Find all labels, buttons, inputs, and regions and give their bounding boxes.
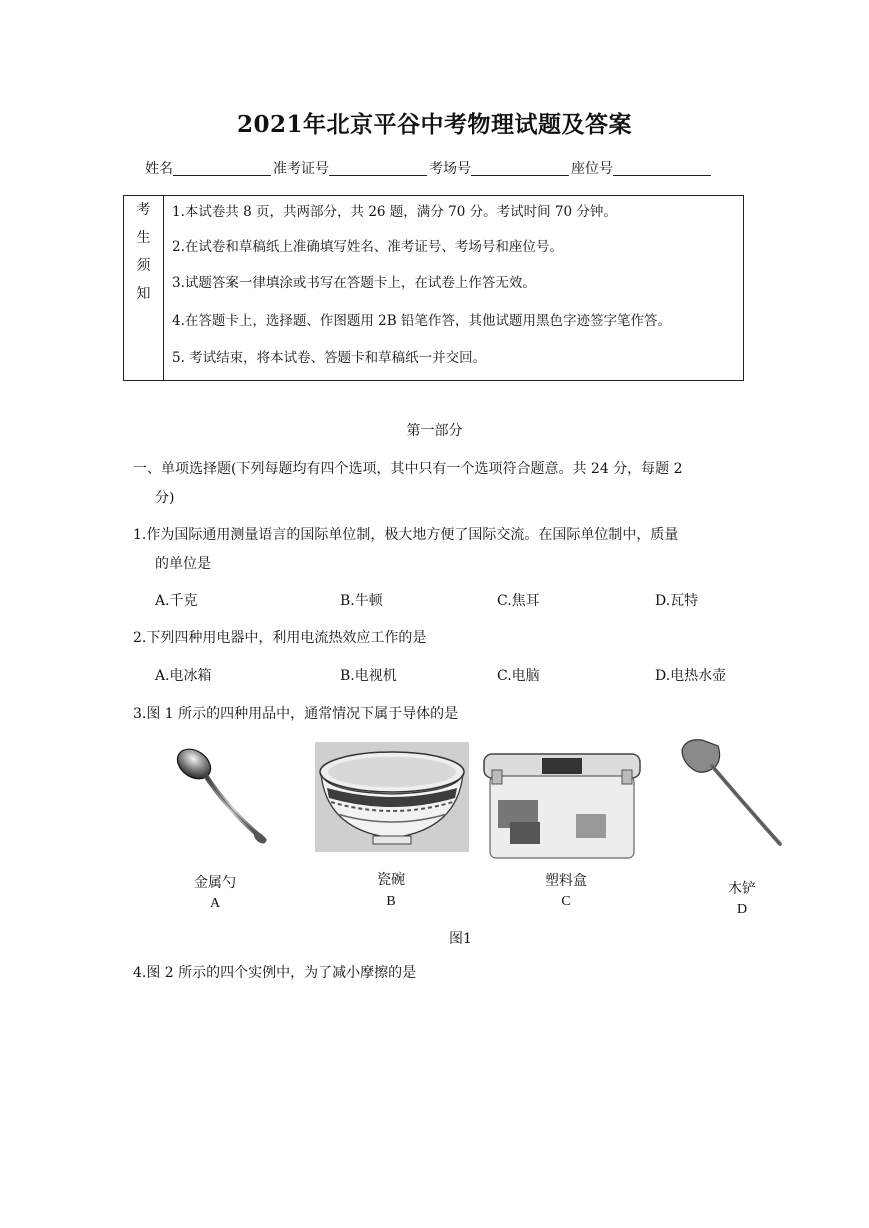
question-1-text-cont: 的单位是 bbox=[155, 556, 211, 572]
q1-option-a: A.千克 bbox=[155, 593, 198, 609]
notice-item: 5. 考试结束，将本试卷、答题卡和草稿纸一并交回。 bbox=[172, 350, 487, 366]
section-heading-cont: 分) bbox=[155, 490, 175, 506]
notice-side-char: 生 bbox=[136, 230, 151, 246]
name-blank bbox=[173, 161, 271, 176]
q1-option-d: D.瓦特 bbox=[655, 593, 699, 609]
name-label: 姓名 bbox=[145, 161, 173, 177]
question-3-text: 3.图 1 所示的四种用品中，通常情况下属于导体的是 bbox=[133, 706, 459, 722]
notice-side-char: 知 bbox=[136, 286, 151, 302]
candidate-info-line bbox=[145, 158, 713, 178]
room-blank bbox=[471, 161, 569, 176]
q2-option-d: D.电热水壶 bbox=[655, 668, 727, 684]
exam-notice-box bbox=[123, 195, 744, 381]
part-title: 第一部分 bbox=[406, 423, 463, 439]
notice-side-char: 考 bbox=[136, 202, 151, 218]
exam-id-label: 准考证号 bbox=[273, 161, 329, 177]
figure-letter-b: B bbox=[386, 894, 396, 909]
wooden-spatula-image bbox=[676, 736, 786, 850]
porcelain-bowl-image bbox=[315, 742, 469, 852]
page-title: 2021年北京平谷中考物理试题及答案 bbox=[236, 111, 632, 138]
section-heading: 一、单项选择题(下列每题均有四个选项，其中只有一个选项符合题意。共 24 分，每题 2 bbox=[133, 461, 683, 477]
notice-item: 2.在试卷和草稿纸上准确填写姓名、准考证号、考场号和座位号。 bbox=[172, 239, 563, 255]
figure-caption-b: 瓷碗 bbox=[377, 872, 405, 888]
seat-label: 座位号 bbox=[571, 161, 613, 177]
figure-caption-d: 木铲 bbox=[728, 881, 756, 897]
notice-side-label bbox=[124, 196, 164, 380]
exam-id-blank bbox=[329, 161, 427, 176]
seat-blank bbox=[613, 161, 711, 176]
q2-option-c: C.电脑 bbox=[497, 668, 540, 684]
notice-side-char: 须 bbox=[136, 258, 151, 274]
figure-letter-a: A bbox=[209, 896, 221, 911]
question-4-text: 4.图 2 所示的四个实例中，为了减小摩擦的是 bbox=[133, 965, 417, 981]
room-label: 考场号 bbox=[429, 161, 471, 177]
notice-item: 4.在答题卡上，选择题、作图题用 2B 铅笔作答，其他试题用黑色字迹签字笔作答。 bbox=[172, 313, 671, 329]
q2-option-b: B.电视机 bbox=[340, 668, 397, 684]
metal-spoon-image bbox=[168, 740, 276, 850]
notice-item: 1.本试卷共 8 页，共两部分，共 26 题，满分 70 分。考试时间 70 分钟。 bbox=[172, 204, 617, 220]
plastic-box-image bbox=[480, 752, 644, 862]
q1-option-b: B.牛顿 bbox=[340, 593, 383, 609]
figure-letter-d: D bbox=[736, 902, 748, 917]
figure-1-label: 图1 bbox=[449, 931, 472, 947]
figure-letter-c: C bbox=[561, 894, 571, 909]
q1-option-c: C.焦耳 bbox=[497, 593, 540, 609]
question-1-text: 1.作为国际通用测量语言的国际单位制，极大地方便了国际交流。在国际单位制中，质量 bbox=[133, 527, 679, 543]
notice-item: 3.试题答案一律填涂或书写在答题卡上，在试卷上作答无效。 bbox=[172, 275, 536, 291]
figure-caption-c: 塑料盒 bbox=[545, 873, 587, 889]
question-2-text: 2.下列四种用电器中，利用电流热效应工作的是 bbox=[133, 630, 427, 646]
q2-option-a: A.电冰箱 bbox=[155, 668, 212, 684]
figure-caption-a: 金属勺 bbox=[194, 875, 236, 891]
